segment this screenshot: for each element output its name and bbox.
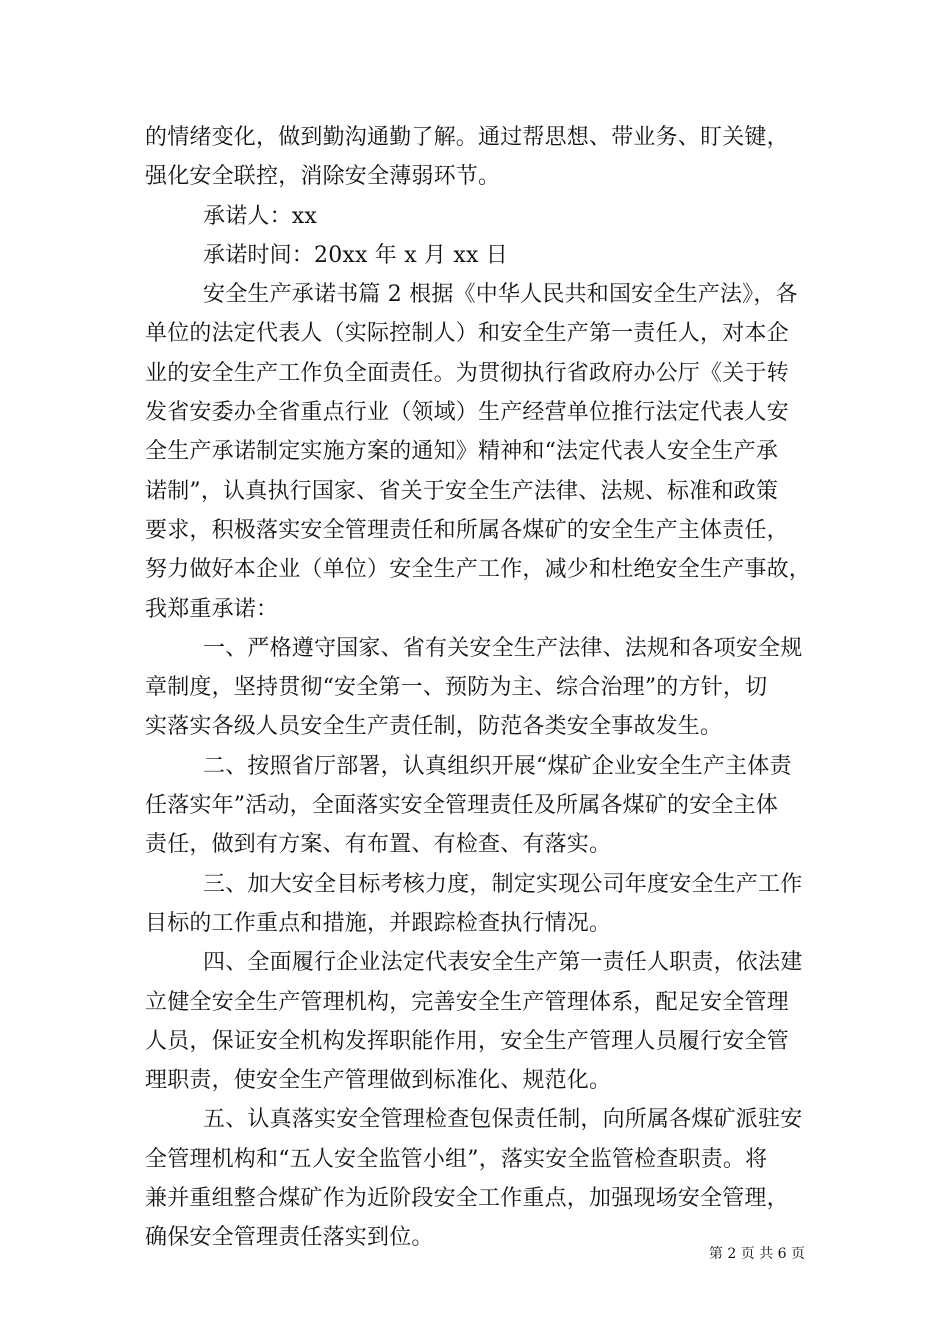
text-line: 业的安全生产工作负全面责任。为贯彻执行省政府办公厅《关于转 xyxy=(145,360,789,386)
text-line: 四、全面履行企业法定代表安全生产第一责任人职责，依法建 xyxy=(203,950,803,976)
text-line: 立健全安全生产管理机构，完善安全生产管理体系，配足安全管理 xyxy=(145,989,789,1015)
text-line: 责任，做到有方案、有布置、有检查、有落实。 xyxy=(145,832,612,858)
text-line: 诺制”，认真执行国家、省关于安全生产法律、法规、标准和政策 xyxy=(145,478,779,504)
promise-date-line: 承诺时间：20xx 年 x 月 xx 日 xyxy=(203,242,508,268)
text-line: 确保安全管理责任落实到位。 xyxy=(145,1225,434,1251)
page-number-footer: 第 2 页 共 6 页 xyxy=(708,1246,805,1262)
text-line: 章制度，坚持贯彻“安全第一、预防为主、综合治理”的方针，切 xyxy=(145,675,768,701)
text-line: 二、按照省厅部署，认真组织开展“煤矿企业安全生产主体责 xyxy=(203,753,792,779)
text-line: 理职责，使安全生产管理做到标准化、规范化。 xyxy=(145,1068,612,1094)
text-line: 一、严格遵守国家、省有关安全生产法律、法规和各项安全规 xyxy=(203,635,803,661)
text-line: 兼并重组整合煤矿作为近阶段安全工作重点，加强现场安全管理， xyxy=(145,1186,789,1212)
text-line: 要求，积极落实安全管理责任和所属各煤矿的安全生产主体责任， xyxy=(145,517,789,543)
text-line: 全管理机构和“五人安全监管小组”，落实安全监管检查职责。将 xyxy=(145,1146,768,1172)
text-line: 人员，保证安全机构发挥职能作用，安全生产管理人员履行安全管 xyxy=(145,1028,789,1054)
promiser-line: 承诺人：xx xyxy=(203,203,318,229)
text-line: 实落实各级人员安全生产责任制，防范各类安全事故发生。 xyxy=(145,714,723,740)
text-line: 单位的法定代表人（实际控制人）和安全生产第一责任人，对本企 xyxy=(145,321,789,347)
text-line: 三、加大安全目标考核力度，制定实现公司年度安全生产工作 xyxy=(203,871,803,897)
text-line: 全生产承诺制定实施方案的通知》精神和“法定代表人安全生产承 xyxy=(145,439,779,465)
document-body xyxy=(145,118,810,1258)
text-line: 我郑重承诺： xyxy=(145,596,279,622)
text-line: 发省安委办全省重点行业（领域）生产经营单位推行法定代表人安 xyxy=(145,400,789,426)
text-line: 努力做好本企业（单位）安全生产工作，减少和杜绝安全生产事故， xyxy=(145,557,812,583)
text-line: 安全生产承诺书篇 2 根据《中华人民共和国安全生产法》，各 xyxy=(203,282,798,308)
text-line: 强化安全联控，消除安全薄弱环节。 xyxy=(145,164,501,190)
text-line: 五、认真落实安全管理检查包保责任制，向所属各煤矿派驻安 xyxy=(203,1107,803,1133)
text-line: 的情绪变化，做到勤沟通勤了解。通过帮思想、带业务、盯关键， xyxy=(145,125,789,150)
text-line: 目标的工作重点和措施，并跟踪检查执行情况。 xyxy=(145,910,612,936)
text-line: 任落实年”活动，全面落实安全管理责任及所属各煤矿的安全主体 xyxy=(145,793,779,819)
